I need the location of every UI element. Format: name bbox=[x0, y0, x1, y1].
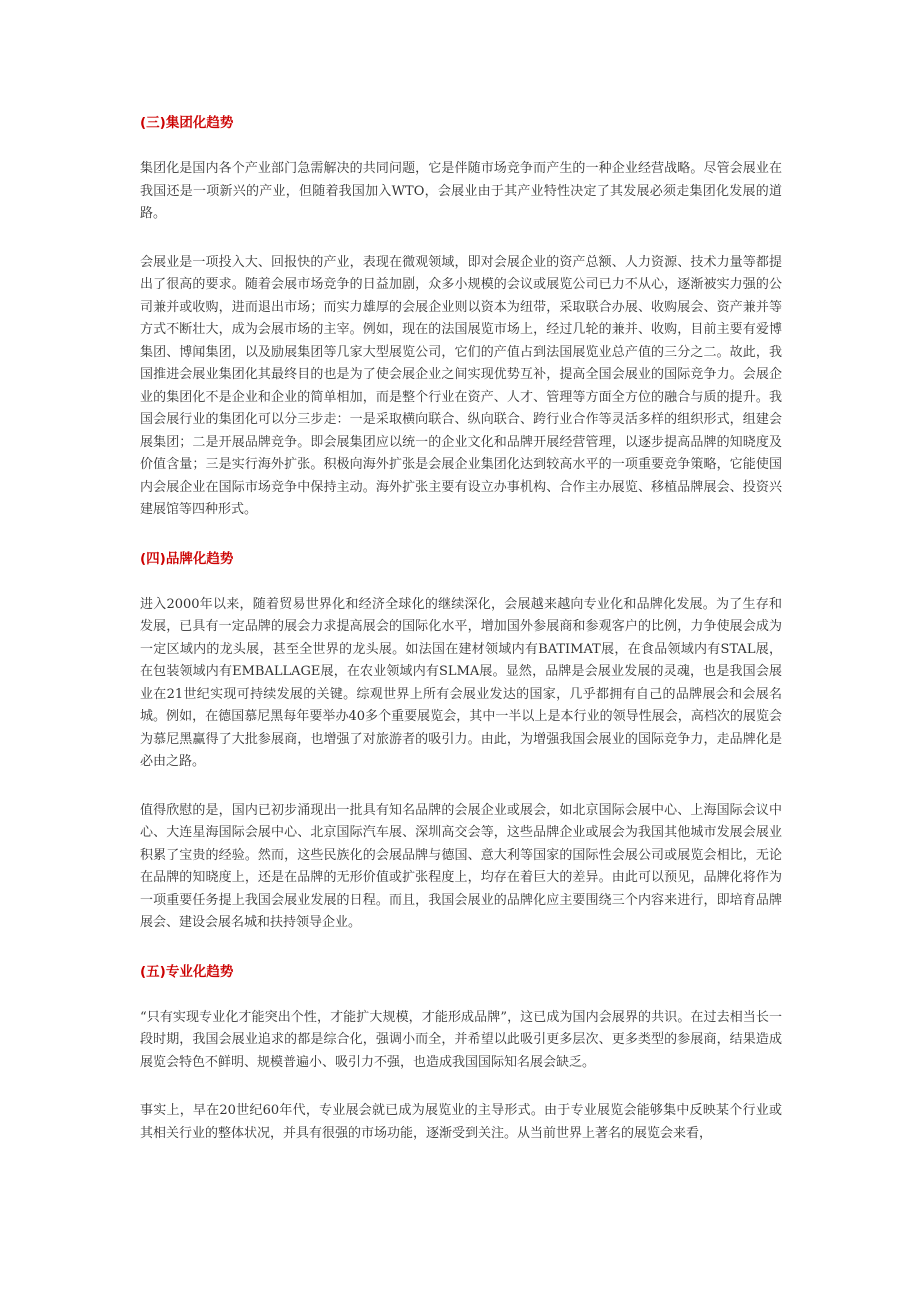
paragraph: “只有实现专业化才能突出个性，才能扩大规模，才能形成品牌”，这已成为国内会展界的共识。在过去相当长一段时期，我国会展业追求的都是综合化，强调小而全，并希望以此吸引更多层次、更多类型的参展商，结果造成展览会特色不鲜明、规模普遍小、吸引力不强，也造成我国国际知名展会缺乏。 bbox=[140, 1009, 782, 1070]
section-heading: (五)专业化趋势 bbox=[140, 963, 234, 980]
paragraph: 集团化是国内各个产业部门急需解决的共同问题，它是伴随市场竞争而产生的一种企业经营战略。尽管会展业在我国还是一项新兴的产业，但随着我国加入WTO，会展业由于其产业特性决定了其发展必须走集团化发展的道路。 bbox=[140, 161, 782, 221]
paragraph: 事实上，早在20世纪60年代，专业展会就已成为展览业的主导形式。由于专业展览会能够集中反映某个行业或其相关行业的整体状况，并具有很强的市场功能，逐渐受到关注。从当前世界上著名的展览会来看， bbox=[140, 1103, 782, 1141]
document-body bbox=[140, 112, 782, 1171]
paragraph: 会展业是一项投入大、回报快的产业，表现在微观领域，即对会展企业的资产总额、人力资源、技术力量等都提出了很高的要求。随着会展市场竞争的日益加剧，众多小规模的会议或展览公司已力不从心，逐渐被实力强的公司兼并或收购，进而退出市场；而实力雄厚的会展企业则以资本为纽带，采取联合办展、收购展会、资产兼并等方式不断壮大，成为会展市场的主宰。例如，现在的法国展览市场上，经过几轮的兼并、收购，目前主要有爱博集团、博闻集团，以及励展集团等几家大型展览公司，它们的产值占到法国展览业总产值的三分之二。故此，我国推进会展业集团化其最终目的也是为了使会展企业之间实现优势互补，提高全国会展业的国际竞争力。会展企业的集团化不是企业和企业的简单相加，而是整个行业在资产、人才、管理等方面全方位的融合与质的提升。我国会展行业的集团化可以分三步走：一是采取横向联合、纵向联合、跨行业合作等灵活多样的组织形式，组建会展集团；二是开展品牌竞争。即会展集团应以统一的企业文化和品牌开展经营管理，以逐步提高品牌的知晓度及价值含量；三是实行海外扩张。积极向海外扩张是会展企业集团化达到较高水平的一项重要竞争策略，它能使国内会展企业在国际市场竞争中保持主动。海外扩张主要有设立办事机构、合作主办展览、移植品牌展会、投资兴建展馆等四种形式。 bbox=[140, 254, 782, 517]
section-heading: (三)集团化趋势 bbox=[140, 115, 234, 131]
section-heading: (四)品牌化趋势 bbox=[140, 550, 234, 567]
section-grouping bbox=[140, 112, 782, 522]
paragraph: 值得欣慰的是，国内已初步涌现出一批具有知名品牌的会展企业或展会，如北京国际会展中心、上海国际会议中心、大连星海国际会展中心、北京国际汽车展、深圳高交会等，这些品牌企业或展会为我国其他城市发展会展业积累了宝贵的经验。然而，这些民族化的会展品牌与德国、意大利等国家的国际性会展公司或展览会相比，无论在品牌的知晓度上，还是在品牌的无形价值或扩张程度上，均存在着巨大的差异。由此可以预见，品牌化将作为一项重要任务提上我国会展业发展的日程。而且，我国会展业的品牌化应主要围绕三个内容来进行，即培育品牌展会、建设会展名城和扶持领导企业。 bbox=[140, 802, 782, 930]
section-branding bbox=[140, 548, 782, 935]
paragraph: 进入2000年以来，随着贸易世界化和经济全球化的继续深化，会展越来越向专业化和品牌化发展。为了生存和发展，已具有一定品牌的展会力求提高展会的国际化水平，增加国外参展商和参观客户的比例，力争使展会成为一定区域内的龙头展，甚至全世界的龙头展。如法国在建材领域内有BATIMAT展，在食品领域内有STAL展，在包装领域内有EMBALLAGE展，在农业领域内有SLMA展。显然，品牌是会展业发展的灵魂，也是我国会展业在21世纪实现可持续发展的关键。综观世界上所有会展业发达的国家，几乎都拥有自己的品牌展会和会展名城。例如，在德国慕尼黑每年要举办40多个重要展览会，其中一半以上是本行业的领导性展会，高档次的展览会为慕尼黑赢得了大批参展商，也增强了对旅游者的吸引力。由此，为增强我国会展业的国际竞争力，走品牌化是必由之路。 bbox=[140, 596, 782, 769]
section-specialization bbox=[140, 961, 782, 1146]
